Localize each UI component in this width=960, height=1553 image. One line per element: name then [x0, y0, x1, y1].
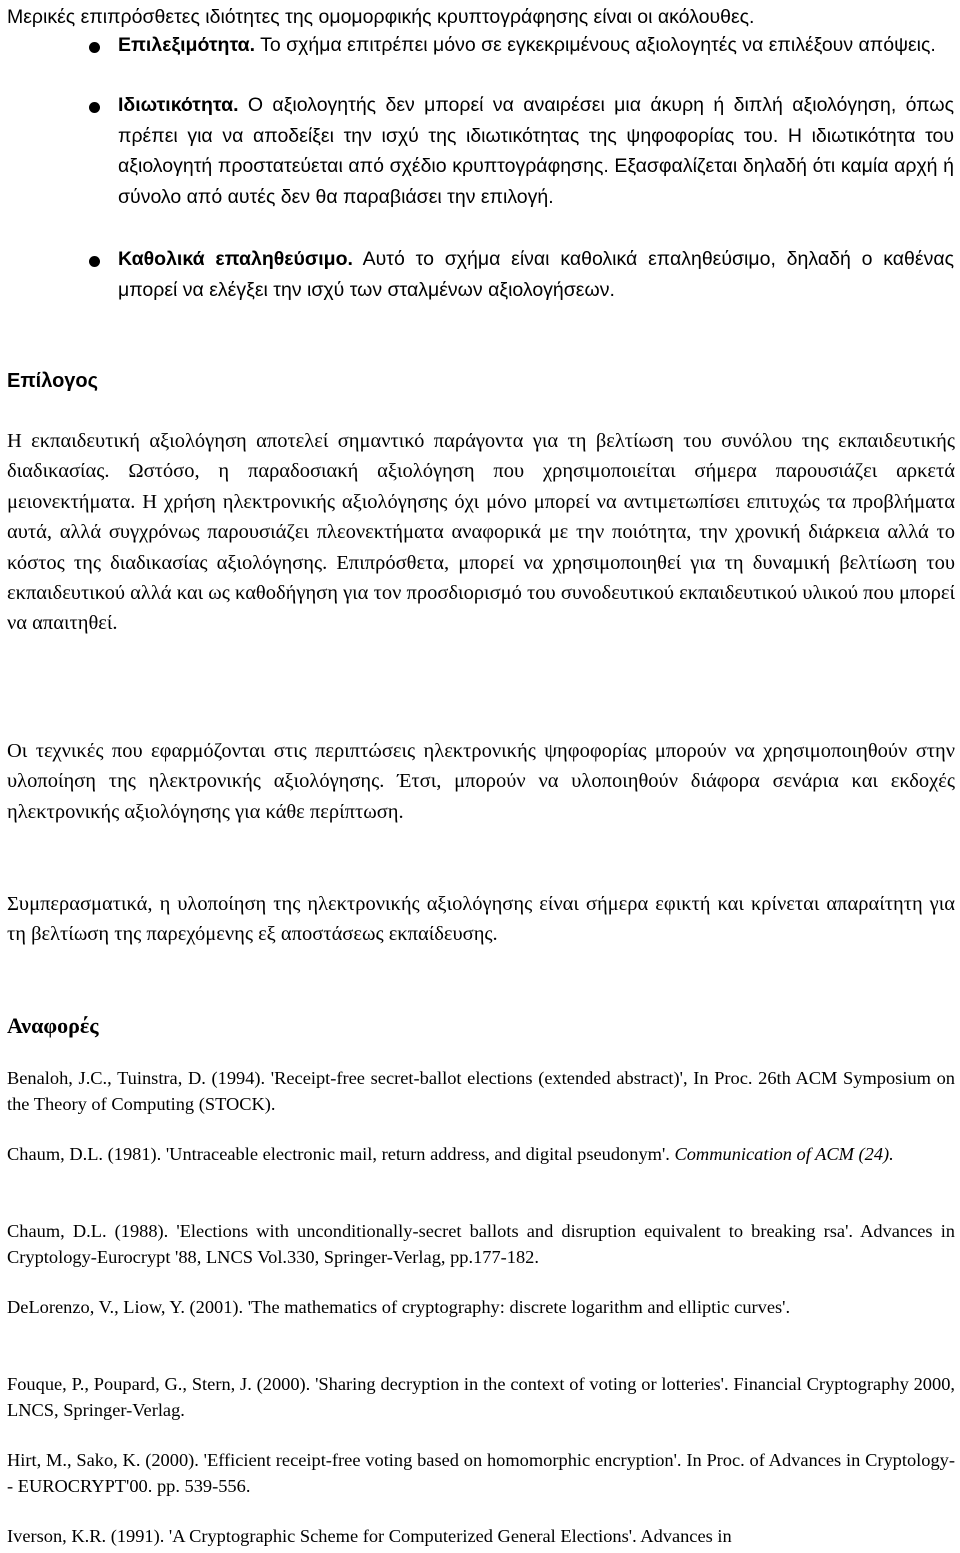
bullet-text: Το σχήμα επιτρέπει μόνο σε εγκεκριμένους αξιολογητές να επιλέξουν απόψεις.: [255, 34, 936, 56]
bullet-label: Καθολικά επαληθεύσιμο.: [118, 248, 353, 270]
reference-entry: [7, 1295, 955, 1321]
references-heading: Αναφορές: [7, 1013, 99, 1038]
reference-text: Chaum, D.L. (1981). 'Untraceable electronic mail, return address, and digital pseudonym'.: [7, 1144, 675, 1164]
reference-text: Chaum, D.L. (1988). 'Elections with unconditionally-secret ballots and disruption equivalent to breaking rsa'. Advances in Cryptology-Eurocrypt '88, LNCS Vol.330, Springer-Verlag, pp.177-182.: [7, 1221, 955, 1267]
bullet-icon: [89, 256, 100, 267]
reference-text: Iverson, K.R. (1991). 'A Cryptographic Scheme for Computerized General Elections'. Advances in: [7, 1526, 732, 1546]
reference-source: Communication of ACM (24).: [674, 1144, 894, 1164]
bullet-text: Αυτό το σχήμα είναι καθολικά επαληθεύσιμο, δηλαδή ο καθένας μπορεί να ελέγξει την ισχύ των σταλμένων αξιολογήσεων.: [118, 248, 954, 301]
bullet-text: Ο αξιολογητής δεν μπορεί να αναιρέσει μια άκυρη ή διπλή αξιολόγηση, όπως πρέπει για να αποδείξει την ισχύ της ιδιωτικότητας της ψηφοφορίας του. Η ιδιωτικότητα του αξιολογητή προστατεύεται από σχέδιο κρυπτογράφησης. Εξασφαλίζεται δηλαδή ότι καμία αρχή ή σύνολο από αυτές δεν θα παραβιάσει την επιλογή.: [118, 94, 954, 208]
reference-text: Fouque, P., Poupard, G., Stern, J. (2000). 'Sharing decryption in the context of voting or lotteries'. Financial Cryptography 2000, LNCS, Springer-Verlag.: [7, 1374, 955, 1420]
reference-entry: [7, 1448, 955, 1499]
reference-text: Benaloh, J.C., Tuinstra, D. (1994). 'Receipt-free secret-ballot elections (extended abstract)', In Proc. 26th ACM Symposium on the Theory of Computing (STOCK).: [7, 1068, 955, 1114]
list-item: [118, 30, 954, 61]
reference-entry: [7, 1372, 955, 1423]
intro-sentence: Μερικές επιπρόσθετες ιδιότητες της ομομορφικής κρυπτογράφησης είναι οι ακόλουθες.: [7, 6, 755, 28]
bullet-label: Επιλεξιμότητα.: [118, 34, 256, 56]
list-item: [118, 244, 954, 305]
bullet-icon: [89, 102, 100, 113]
reference-entry: [7, 1066, 955, 1117]
epilogue-paragraph: Η εκπαιδευτική αξιολόγηση αποτελεί σημαντικό παράγοντα για τη βελτίωση του συνόλου της εκπαιδευτικής διαδικασίας. Ωστόσο, η παραδοσιακή αξιολόγηση που χρησιμοποιείται σήμερα παρουσιάζει αρκετά μειονεκτήματα. Η χρήση ηλεκτρονικής αξιολόγησης όχι μόνο μπορεί να αντιμετωπίσει επιτυχώς τα προβλήματα αυτά, αλλά συγχρόνως παρουσιάζει πλεονεκτήματα αναφορικά με την ποιότητα, την χρονική διάρκεια αλλά το κόστος της διαδικασίας αξιολόγησης. Επιπρόσθετα, μπορεί να χρησιμοποιηθεί για τη δυναμική βελτίωση του εκπαιδευτικού αλλά και ως καθοδήγηση για τον προσδιορισμό του συνοδευτικού εκπαιδευτικού υλικού που μπορεί να απαιτηθεί.: [7, 430, 955, 635]
epilogue-paragraph: Οι τεχνικές που εφαρμόζονται στις περιπτώσεις ηλεκτρονικής ψηφοφορίας μπορούν να χρησιμοποιηθούν στην υλοποίηση της ηλεκτρονικής αξιολόγησης. Έτσι, μπορούν να υλοποιηθούν διάφορα σενάρια και εκδοχές ηλεκτρονικής αξιολόγησης για κάθε περίπτωση.: [7, 740, 955, 823]
reference-entry: [7, 1524, 955, 1550]
bullet-label: Ιδιωτικότητα.: [118, 94, 239, 116]
reference-text: DeLorenzo, V., Liow, Y. (2001). 'The mathematics of cryptography: discrete logarithm and elliptic curves'.: [7, 1297, 791, 1317]
epilogue-paragraph: Συμπερασματικά, η υλοποίηση της ηλεκτρονικής αξιολόγησης είναι σήμερα εφικτή και κρίνεται απαραίτητη για τη βελτίωση της παρεχόμενης εξ αποστάσεως εκπαίδευσης.: [7, 893, 955, 946]
reference-entry: [7, 1219, 955, 1270]
reference-entry: [7, 1142, 955, 1168]
list-item: [118, 90, 954, 212]
bullet-icon: [89, 42, 100, 53]
epilogue-heading: Επίλογος: [7, 370, 99, 392]
reference-text: Hirt, M., Sako, K. (2000). 'Efficient receipt-free voting based on homomorphic encryption'. In Proc. of Advances in Cryptology-- EUROCRYPT'00. pp. 539-556.: [7, 1450, 955, 1496]
